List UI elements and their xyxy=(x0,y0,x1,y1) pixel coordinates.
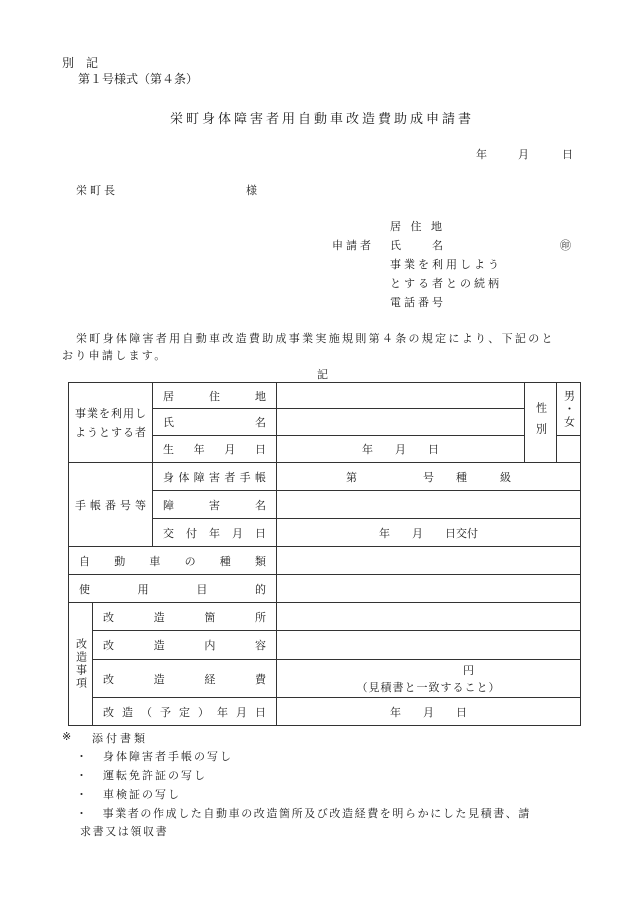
page-title: 栄町身体障害者用自動車改造費助成申請書 xyxy=(170,112,475,127)
applicant-label: 申請者 xyxy=(332,239,374,252)
address-field[interactable] xyxy=(277,383,525,409)
form-number: 第１号様式（第４条） xyxy=(78,72,199,86)
bullet: ・ xyxy=(76,769,89,782)
bullet: ・ xyxy=(76,788,89,801)
bullet: ・ xyxy=(76,750,89,763)
issued-label: 交付年月日 xyxy=(153,519,277,547)
purpose-label: 使用目的 xyxy=(69,575,277,603)
user-group-label: 事業を利用しようとする者 xyxy=(69,383,153,463)
mod-date-field[interactable]: 年 月 日 xyxy=(277,698,581,726)
estimate-note: （見積書と一致すること） xyxy=(356,680,501,694)
disability-label: 障害名 xyxy=(153,491,277,519)
name-label: 氏名 xyxy=(153,409,277,436)
attachment-item-cont: 求書又は領収書 xyxy=(80,825,169,838)
issued-field[interactable]: 年 月 日交付 xyxy=(277,519,581,547)
attachment-item: 身体障害者手帳の写し xyxy=(103,750,233,763)
handbook-group-label: 手帳番号等 xyxy=(69,463,153,547)
disability-field[interactable] xyxy=(277,491,581,519)
intro-text: 栄町身体障害者用自動車改造費助成事業実施規則第４条の規定により、下記のと xyxy=(76,332,555,345)
mod-cost-label: 改造経費 xyxy=(93,660,277,698)
mod-place-field[interactable] xyxy=(277,603,581,631)
note-mark: ※ xyxy=(62,730,72,743)
vehicle-type-field[interactable] xyxy=(277,547,581,575)
sex-label: 性別 xyxy=(534,401,548,444)
handbook-label: 身体障害者手帳 xyxy=(153,463,277,491)
applicant-name-label: 氏 名 xyxy=(390,239,446,252)
sex-options[interactable]: 男・女 xyxy=(562,389,576,429)
birth-field[interactable]: 年 月 日 xyxy=(277,436,525,463)
address-label: 居住地 xyxy=(153,383,277,409)
applicant-relation-label-cont: とする者との続柄 xyxy=(390,277,502,290)
addressee-name: 栄町長 xyxy=(76,184,118,197)
attachment-item: 運転免許証の写し xyxy=(103,769,207,782)
date-day: 日 xyxy=(562,148,573,161)
applicant-address-label: 居 住 地 xyxy=(390,220,445,233)
applicant-relation-label: 事業を利用しよう xyxy=(390,258,502,271)
mod-content-label: 改造内容 xyxy=(93,631,277,660)
mod-date-label: 改造（予定）年月日 xyxy=(93,698,277,726)
application-table xyxy=(68,382,581,726)
date-year: 年 xyxy=(476,148,487,161)
purpose-field[interactable] xyxy=(277,575,581,603)
attachment-item: 車検証の写し xyxy=(103,788,181,801)
attachment-item: 事業者の作成した自動車の改造箇所及び改造経費を明らかにした見積書、請 xyxy=(102,807,532,820)
handbook-field[interactable]: 第 号 種 級 xyxy=(277,463,581,491)
mod-content-field[interactable] xyxy=(277,631,581,660)
vehicle-type-label: 自動車の種類 xyxy=(69,547,277,575)
mod-group-label: 改造事項 xyxy=(74,638,88,690)
intro-text-cont: おり申請します。 xyxy=(62,349,168,362)
date-month: 月 xyxy=(518,148,529,161)
addressee-honorific: 様 xyxy=(246,184,257,197)
yen-unit: 円 xyxy=(463,663,474,677)
bullet: ・ xyxy=(76,807,89,820)
mod-place-label: 改造箇所 xyxy=(93,603,277,631)
applicant-phone-label: 電話番号 xyxy=(390,296,446,309)
name-field[interactable] xyxy=(277,409,525,436)
seal-mark: ㊞ xyxy=(560,239,571,252)
mod-cost-field[interactable] xyxy=(277,660,581,698)
attachments-title: 添付書類 xyxy=(92,732,148,745)
ki-label: 記 xyxy=(317,368,328,381)
annex-label: 別 記 xyxy=(62,56,99,70)
birth-label: 生年月日 xyxy=(153,436,277,463)
